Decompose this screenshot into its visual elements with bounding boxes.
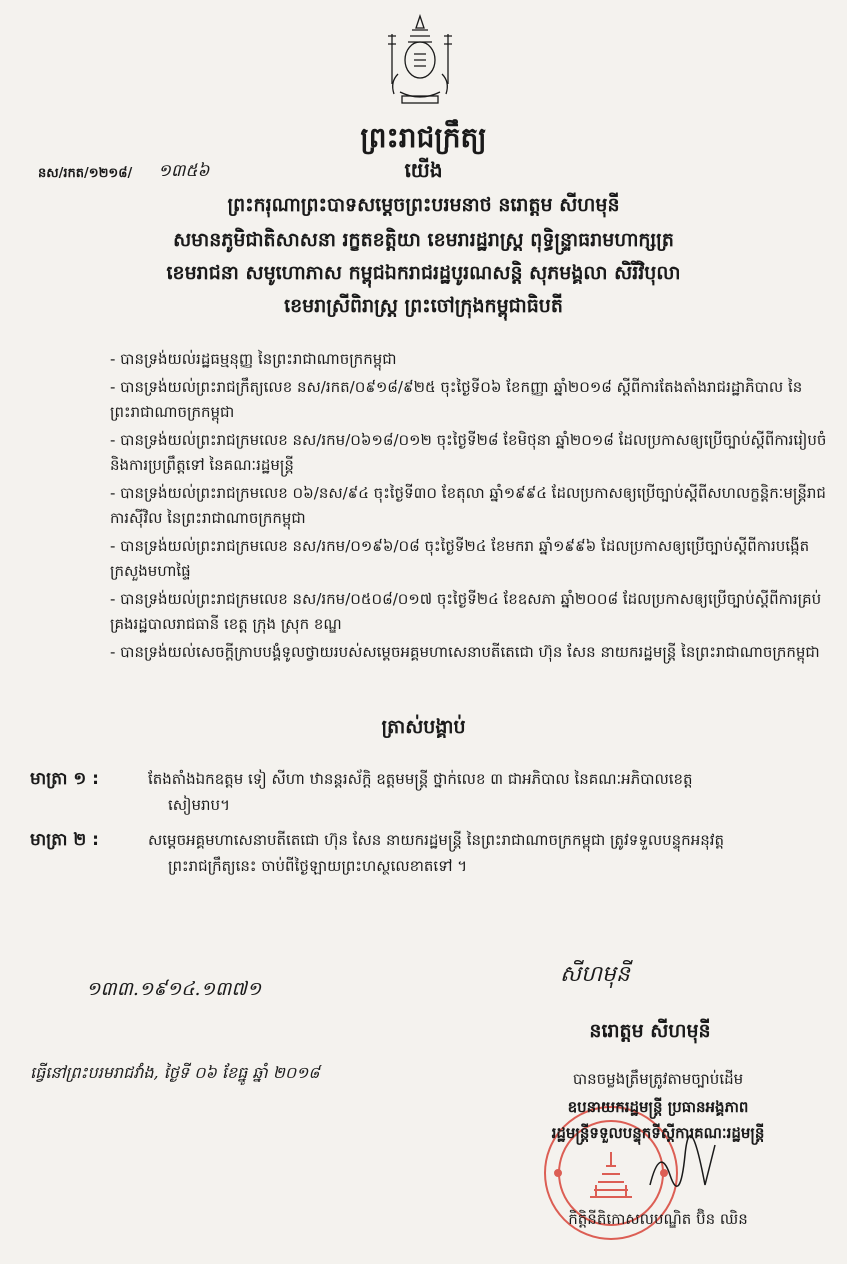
vista-item: - បានទ្រង់យល់រដ្ឋធម្មនុញ្ញ នៃព្រះរាជាណាចក្រកម្ពុជា (110, 350, 397, 368)
royal-signature: សីហមុនី (560, 962, 630, 987)
certification-line: បានចម្លងត្រឹមត្រូវតាមច្បាប់ដើម (572, 1070, 744, 1088)
certification-line: រដ្ឋមន្ត្រីទទួលបន្ទុកទីស្តីការគណៈរដ្ឋមន្ត្រី (551, 1124, 765, 1142)
vista-item: - បានទ្រង់យល់ព្រះរាជក្រមលេខ ០៦/នស/៩៤ ចុះថ្ងៃទី៣០ ខែតុលា ឆ្នាំ១៩៩៤ ដែលប្រកាសឲ្យប្រើច្បាប់ស្តីពីសហលក្ខន្តិកៈមន្ត្រីរាជការស៊ីវិល នៃព្រះរាជាណាចក្រកម្ពុជា (110, 484, 826, 527)
king-title-line-3: ខេមរាជនា សមូហោភាស កម្ពុជឯករាជរដ្ឋបូរណសន្តិ សុភមង្គលា សិរីវិបុលា (166, 262, 681, 284)
article-label: មាត្រា ១ : (30, 769, 99, 789)
article-text-continued: ព្រះរាជក្រឹត្យនេះ ចាប់ពីថ្ងៃឡាយព្រះហស្ថលេខាតទៅ ។ (168, 857, 468, 875)
reference-number: នស/រកត/១២១៨/ (38, 166, 133, 181)
vista-item: - បានទ្រង់យល់ព្រះរាជក្រមលេខ នស/រកម/០៦១៨/០១២ ចុះថ្ងៃទី២៨ ខែមិថុនា ឆ្នាំ២០១៨ ដែលប្រកាសឲ្យប្រើច្បាប់ស្តីពីការរៀបចំ និងការប្រព្រឹត្តទៅ នៃគណៈរដ្ឋមន្ត្រី (110, 431, 827, 474)
article-1 (30, 766, 830, 818)
yeung-heading: យើង (404, 158, 443, 182)
decision-heading: ត្រាស់បង្គាប់ (381, 716, 466, 738)
vista-item: - បានទ្រង់យល់ព្រះរាជក្រឹត្យលេខ នស/រកត/០៩១៨/៩២៥ ចុះថ្ងៃទី០៦ ខែកញ្ញា ឆ្នាំ២០១៨ ស្តីពីការតែងតាំងរាជរដ្ឋាភិបាល នៃព្រះរាជាណាចក្រកម្ពុជា (110, 378, 803, 421)
certifier-name: កិត្តិនីតិកោសលបណ្ឌិត ប៊ិន ឈិន (568, 1210, 748, 1228)
vista-item: - បានទ្រង់យល់ព្រះរាជក្រមលេខ នស/រកម/០៥០៨/០១៧ ចុះថ្ងៃទី២៤ ខែឧសភា ឆ្នាំ២០០៨ ដែលប្រកាសឲ្យប្រើច្បាប់ស្តីពីការគ្រប់គ្រងរដ្ឋបាលរាជធានី ខេត្ត ក្រុង ស្រុក ខណ្ឌ (110, 590, 822, 633)
date-line: ធ្វើនៅព្រះបរមរាជវាំង, ថ្ងៃទី ០៦ ខែធ្នូ ឆ្នាំ ២០១៨ (30, 1063, 320, 1082)
royal-emblem-icon (380, 14, 460, 109)
article-label: មាត្រា ២ : (30, 830, 99, 850)
vista-item: - បានទ្រង់យល់សេចក្តីក្រាបបង្គំទូលថ្វាយរបស់សម្តេចអគ្គមហាសេនាបតីតេជោ ហ៊ុន សែន នាយករដ្ឋមន្ត្រី នៃព្រះរាជាណាចក្រកម្ពុជា (110, 643, 820, 661)
vista-item: - បានទ្រង់យល់ព្រះរាជក្រមលេខ នស/រកម/០១៩៦/០៨ ចុះថ្ងៃទី២៤ ខែមករា ឆ្នាំ១៩៩៦ ដែលប្រកាសឲ្យប្រើច្បាប់ស្តីពីការបង្កើតក្រសួងមហាផ្ទៃ (110, 537, 810, 580)
handwritten-reference: ១៣៣.១៩១៤.១៣៧១ (86, 978, 262, 1000)
vistas-list (110, 347, 830, 668)
article-text: សម្តេចអគ្គមហាសេនាបតីតេជោ ហ៊ុន សែន នាយករដ្ឋមន្ត្រី នៃព្រះរាជាណាចក្រកម្ពុជា ត្រូវទទួលបន្ទុកអនុវត្ត (148, 831, 725, 849)
reference-handwritten: ១៣៥៦ (158, 161, 210, 181)
article-text-continued: សៀមរាប។ (168, 796, 230, 814)
king-title-line-1: ព្រះករុណាព្រះបាទសម្តេចព្រះបរមនាថ នរោត្តម សីហមុនី (227, 194, 620, 216)
article-2 (30, 827, 830, 879)
certification-line: ឧបនាយករដ្ឋមន្ត្រី ប្រធានអង្គភាព (567, 1098, 749, 1116)
document-title: ព្រះរាជក្រឹត្យ (360, 121, 487, 154)
signatory-name: នរោត្តម សីហមុនី (589, 1020, 711, 1042)
article-text: តែងតាំងឯកឧត្តម ទៀ សីហា ឋានន្តរស័ក្តិ ឧត្តមមន្ត្រី ថ្នាក់លេខ ៣ ជាអភិបាល នៃគណៈអភិបាលខេត្ត (148, 770, 693, 788)
king-title-line-2: សមានភូមិជាតិសាសនា រក្ខតខត្តិយា ខេមរារដ្ឋរាស្ត្រ ពុទ្ធិន្ទ្រាធរាមហាក្សត្រ (173, 229, 674, 251)
king-title-line-4: ខេមរាស្រីពិរាស្ត្រ ព្រះចៅក្រុងកម្ពុជាធិបតី (284, 295, 563, 317)
